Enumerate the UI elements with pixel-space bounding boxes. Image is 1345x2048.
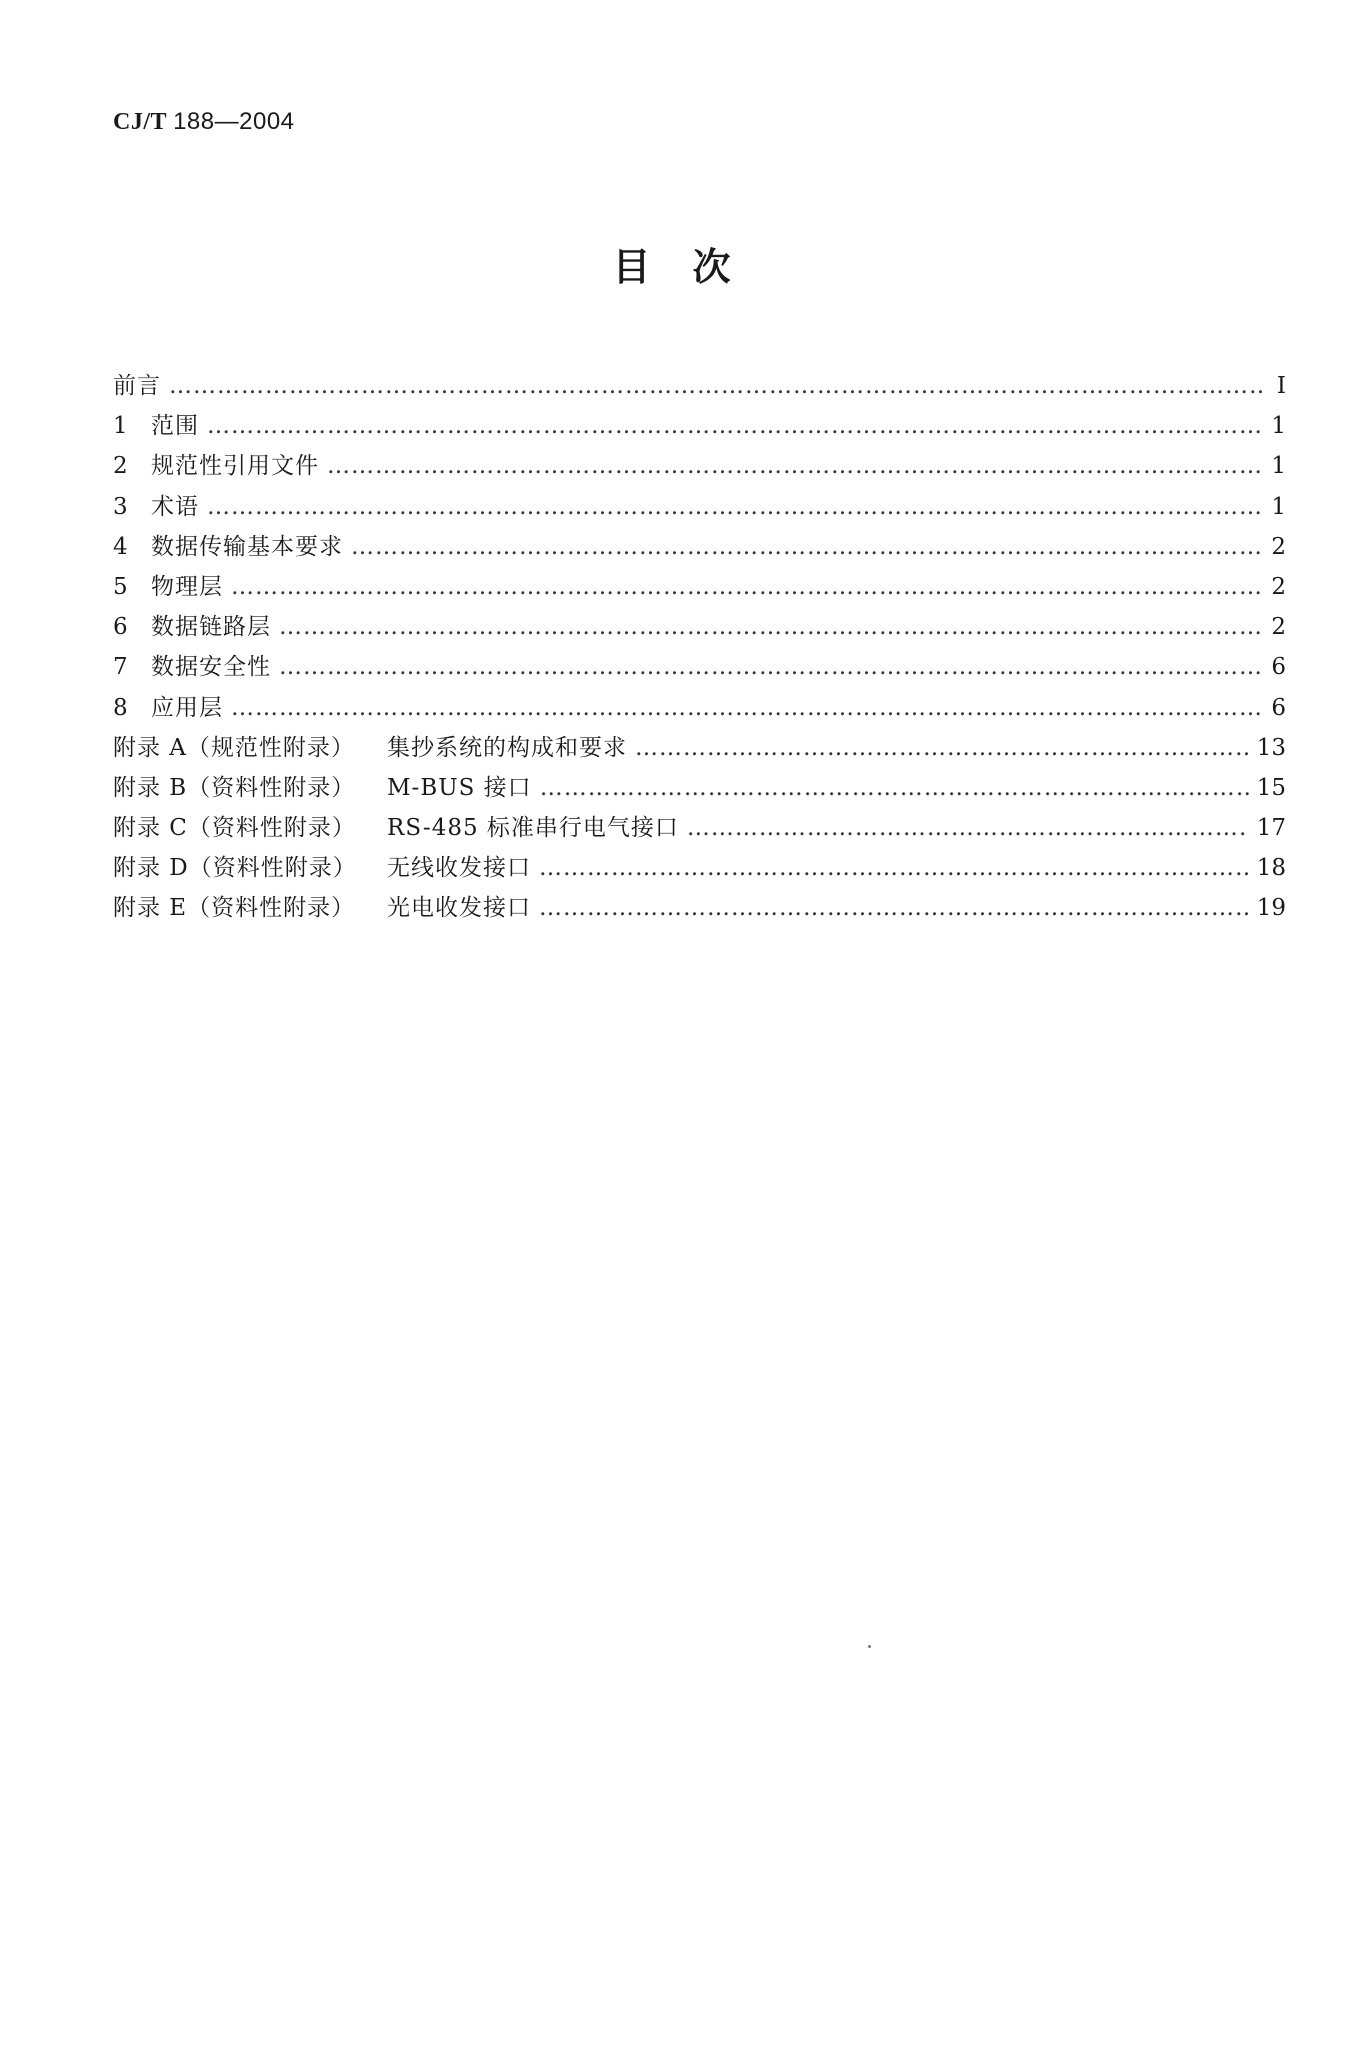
toc-entry-label: 前言 xyxy=(113,373,161,399)
toc-entry-page: 2 xyxy=(1271,573,1286,600)
toc-entry-label: 光电收发接口 xyxy=(387,895,531,922)
toc-entry-annex-c[interactable] xyxy=(113,808,1286,848)
toc-entry-terms[interactable] xyxy=(113,487,1286,527)
toc-entry-physical-layer[interactable] xyxy=(113,567,1286,607)
scan-speck xyxy=(868,1645,871,1648)
dot-leader xyxy=(207,487,1263,527)
dot-leader xyxy=(539,848,1249,888)
toc-entry-annex-b[interactable] xyxy=(113,768,1286,808)
toc-entry-label: 规范性引用文件 xyxy=(151,453,319,480)
toc-entry-normative-references[interactable] xyxy=(113,446,1286,486)
dot-leader xyxy=(540,768,1249,808)
toc-entry-application-layer[interactable] xyxy=(113,688,1286,728)
dot-leader xyxy=(279,647,1263,687)
toc-entry-number: 7 xyxy=(113,654,128,681)
toc-entry-label: 集抄系统的构成和要求 xyxy=(387,734,627,761)
toc-entry-label: 数据传输基本要求 xyxy=(151,533,343,560)
toc-entry-data-security[interactable] xyxy=(113,647,1286,687)
toc-entry-page: 2 xyxy=(1271,614,1286,641)
annex-prefix: 附录 D（资料性附录） xyxy=(113,855,357,882)
toc-entry-page: 13 xyxy=(1256,734,1286,761)
toc-entry-number: 1 xyxy=(113,413,128,440)
dot-leader xyxy=(207,406,1263,446)
toc-entry-label: RS-485 标准串行电气接口 xyxy=(387,815,679,842)
toc-entry-page: 6 xyxy=(1271,694,1286,721)
standard-code-prefix: CJ/T xyxy=(113,109,167,135)
toc-entry-foreword[interactable] xyxy=(113,366,1286,406)
toc-entry-page: 15 xyxy=(1256,774,1286,801)
dot-leader xyxy=(539,888,1249,928)
toc-entry-number: 4 xyxy=(113,533,128,560)
toc-entry-page: 2 xyxy=(1271,533,1286,560)
dot-leader xyxy=(231,567,1263,607)
toc-entry-label: 术语 xyxy=(151,493,199,520)
toc-entry-page: 19 xyxy=(1256,895,1286,922)
standard-code-number: 188—2004 xyxy=(173,108,295,135)
toc-entry-annex-e[interactable] xyxy=(113,888,1286,928)
toc-entry-basic-requirements[interactable] xyxy=(113,527,1286,567)
toc-entry-page: 18 xyxy=(1256,855,1286,882)
toc-entry-page: 17 xyxy=(1256,815,1286,842)
toc-entry-label: 数据安全性 xyxy=(151,654,271,681)
standard-code xyxy=(113,108,295,136)
toc-entry-label: 物理层 xyxy=(151,573,223,600)
dot-leader xyxy=(327,446,1263,486)
dot-leader xyxy=(687,808,1249,848)
toc-entry-number: 5 xyxy=(113,573,128,600)
annex-prefix: 附录 E（资料性附录） xyxy=(113,895,356,922)
dot-leader xyxy=(169,366,1264,406)
dot-leader xyxy=(635,728,1249,768)
page-title: 目 次 xyxy=(612,245,733,289)
toc-entry-label: 应用层 xyxy=(151,694,223,721)
toc-entry-number: 2 xyxy=(113,453,128,480)
toc-entry-page: 1 xyxy=(1271,453,1286,480)
annex-prefix: 附录 B（资料性附录） xyxy=(113,774,356,801)
dot-leader xyxy=(231,688,1263,728)
annex-prefix: 附录 C（资料性附录） xyxy=(113,815,356,842)
toc-entry-page: I xyxy=(1276,373,1286,399)
dot-leader xyxy=(279,607,1263,647)
toc-entry-page: 6 xyxy=(1271,654,1286,681)
toc-entry-annex-a[interactable] xyxy=(113,728,1286,768)
toc-entry-data-link-layer[interactable] xyxy=(113,607,1286,647)
toc-entry-page: 1 xyxy=(1271,493,1286,520)
toc-entry-label: M-BUS 接口 xyxy=(387,774,532,801)
toc-entry-scope[interactable] xyxy=(113,406,1286,446)
table-of-contents xyxy=(113,366,1286,929)
toc-entry-label: 无线收发接口 xyxy=(387,855,531,882)
toc-entry-annex-d[interactable] xyxy=(113,848,1286,888)
toc-entry-label: 数据链路层 xyxy=(151,614,271,641)
toc-entry-number: 3 xyxy=(113,493,128,520)
toc-entry-number: 6 xyxy=(113,614,128,641)
toc-entry-label: 范围 xyxy=(151,413,199,440)
dot-leader xyxy=(351,527,1263,567)
annex-prefix: 附录 A（规范性附录） xyxy=(113,734,355,761)
toc-entry-page: 1 xyxy=(1271,413,1286,440)
toc-entry-number: 8 xyxy=(113,694,128,721)
